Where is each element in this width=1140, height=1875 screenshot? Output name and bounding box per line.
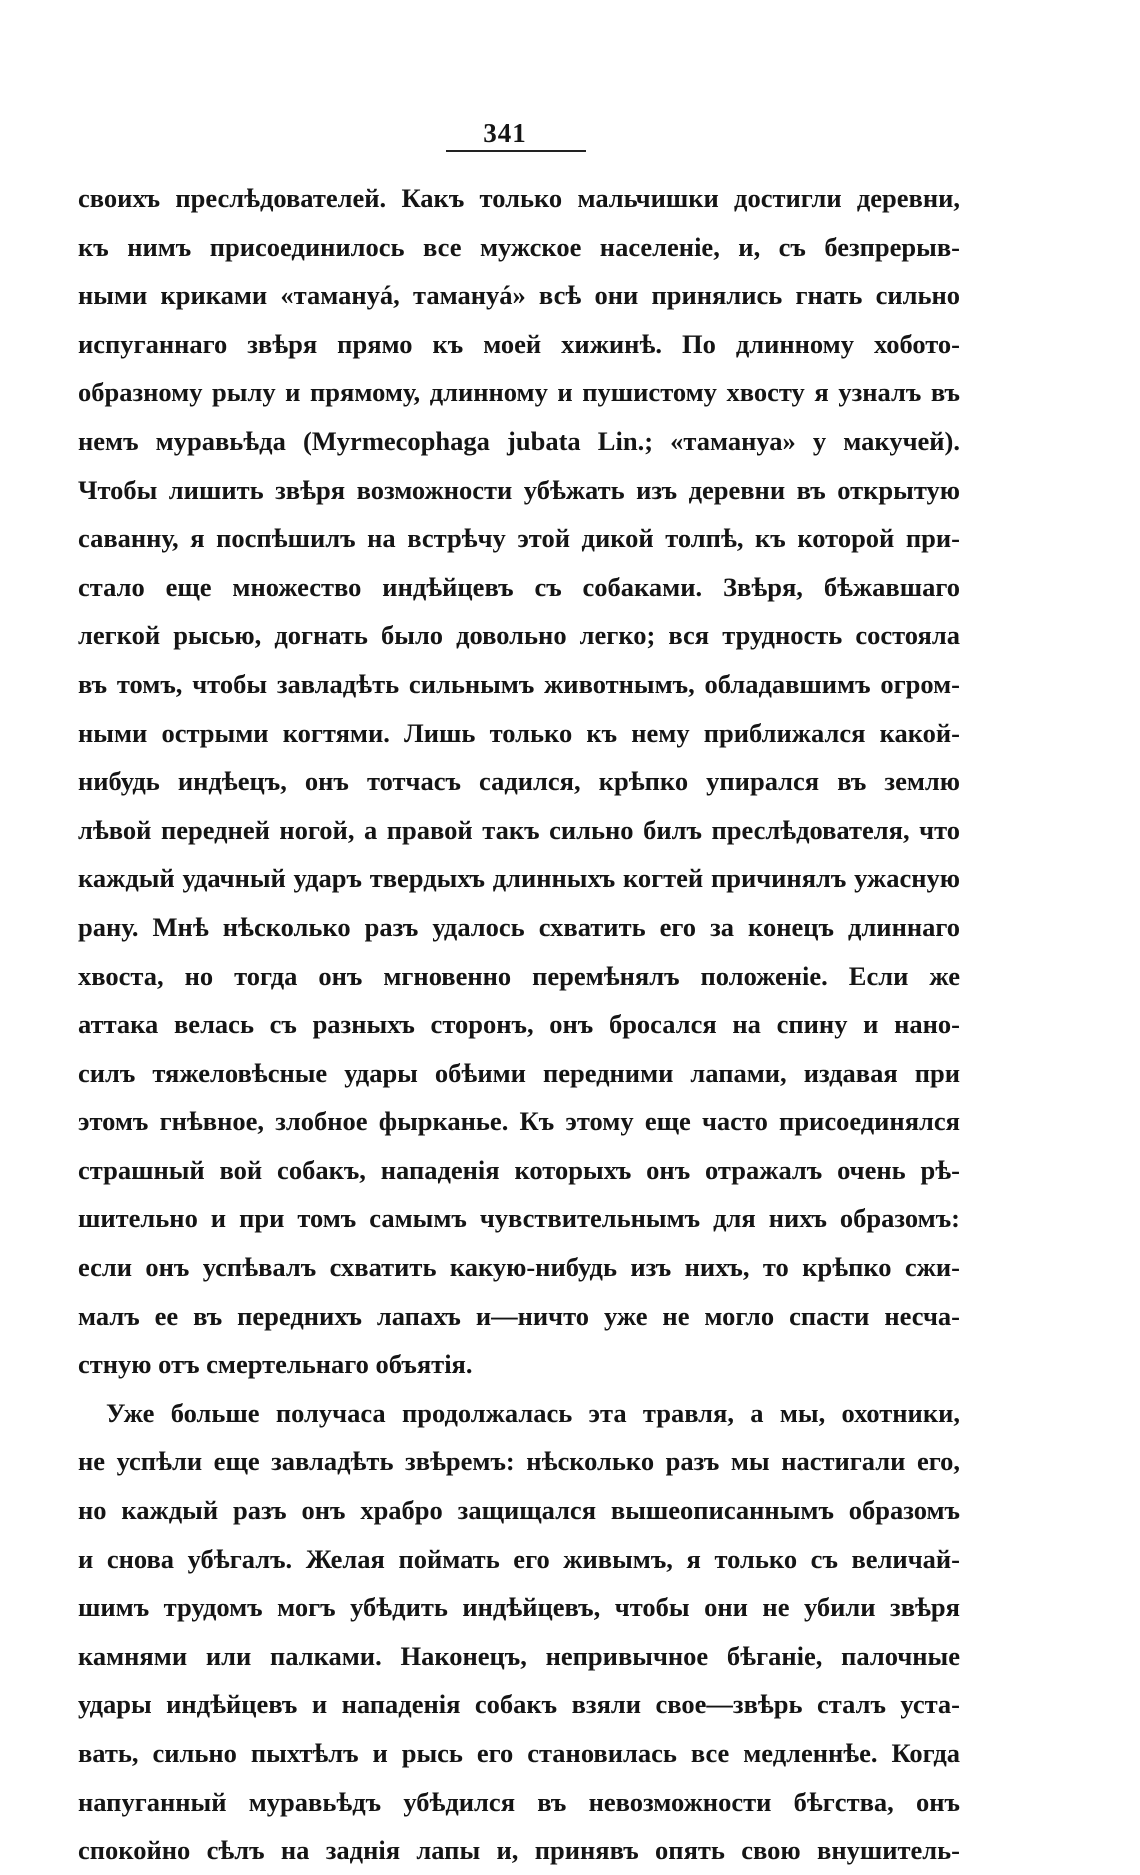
text-line: вать, сильно пыхтѣлъ и рысь его становилась все медленнѣе. Когда xyxy=(78,1738,960,1768)
header-rule xyxy=(446,150,586,152)
text-line: хвоста, но тогда онъ мгновенно перемѣнялъ положеніе. Если же xyxy=(78,960,960,991)
text-line: къ нимъ присоединилось все мужское населеніе, и, съ безпрерыв- xyxy=(78,231,960,262)
text-line: не успѣли еще завладѣть звѣремъ: нѣсколько разъ мы настигали его, xyxy=(78,1446,960,1477)
text-line: стало еще множество индѣйцевъ съ собаками. Звѣря, бѣжавшаго xyxy=(78,571,960,602)
text-line: напуганный муравьѣдъ убѣдился въ невозможности бѣгства, онъ xyxy=(78,1786,960,1817)
text-line: легкой рысью, догнать было довольно легко; вся трудность состояла xyxy=(78,620,960,651)
text-line: каждый удачный ударъ твердыхъ длинныхъ когтей причинялъ ужасную xyxy=(78,863,960,894)
paragraph-end-line: стную отъ смертельнаго объятія. xyxy=(78,1349,473,1380)
text-line: лѣвой передней ногой, а правой такъ сильно билъ преслѣдователя, что xyxy=(78,814,960,845)
text-line: малъ ее въ переднихъ лапахъ и—ничто уже не могло спасти несча- xyxy=(78,1300,960,1331)
text-line: шимъ трудомъ могъ убѣдить индѣйцевъ, чтобы они не убили звѣря xyxy=(78,1592,960,1623)
text-line: ными острыми когтями. Лишь только къ нему приближался какой- xyxy=(78,717,960,748)
text-line: камнями или палками. Наконецъ, непривычное бѣганіе, палочные xyxy=(78,1640,960,1671)
text-line: спокойно сѣлъ на заднія лапы и, принявъ опять свою внушитель- xyxy=(78,1835,960,1866)
text-line: рану. Мнѣ нѣсколько разъ удалось схватить его за конецъ длиннаго xyxy=(78,911,960,942)
text-line: образному рылу и прямому, длинному и пушистому хвосту я узналъ въ xyxy=(78,377,960,408)
text-line: и снова убѣгалъ. Желая поймать его живымъ, я только съ величай- xyxy=(78,1543,960,1574)
text-line: аттака велась съ разныхъ сторонъ, онъ бросался на спину и нано- xyxy=(78,1009,960,1040)
text-line: своихъ преслѣдователей. Какъ только мальчишки достигли деревни, xyxy=(78,183,960,213)
text-line: этомъ гнѣвное, злобное фырканье. Къ этому еще часто присоединялся xyxy=(78,1106,960,1137)
text-line: немъ муравьѣда (Myrmecophaga jubata Lin.; «тамануа» у макучей). xyxy=(78,425,960,456)
text-line: испуганнаго звѣря прямо къ моей хижинѣ. По длинному хобото- xyxy=(78,328,960,359)
text-line: ными криками «тамануá, тамануá» всѣ они принялись гнать сильно xyxy=(78,280,960,311)
text-line: въ томъ, чтобы завладѣть сильнымъ животнымъ, обладавшимъ огром- xyxy=(78,668,960,699)
page-number: 341 xyxy=(483,118,527,148)
body-text xyxy=(78,174,960,1875)
text-line: удары индѣйцевъ и нападенія собакъ взяли свое—звѣрь сталъ уста- xyxy=(78,1689,960,1720)
text-line: страшный вой собакъ, нападенія которыхъ онъ отражалъ очень рѣ- xyxy=(78,1154,960,1185)
text-line: Чтобы лишить звѣря возможности убѣжать изъ деревни въ открытую xyxy=(78,474,960,505)
text-line: силъ тяжеловѣсные удары обѣими передними лапами, издавая при xyxy=(78,1057,960,1088)
text-line: нибудь индѣецъ, онъ тотчасъ садился, крѣпко упирался въ землю xyxy=(78,766,960,797)
text-line: саванну, я поспѣшилъ на встрѣчу этой дикой толпѣ, къ которой при- xyxy=(78,523,960,554)
text-line: Уже больше получаса продолжалась эта травля, а мы, охотники, xyxy=(106,1397,960,1428)
text-line: шительно и при томъ самымъ чувствительнымъ для нихъ образомъ: xyxy=(78,1203,960,1234)
text-line: если онъ успѣвалъ схватить какую-нибудь изъ нихъ, то крѣпко сжи- xyxy=(78,1252,960,1283)
text-line: но каждый разъ онъ храбро защищался вышеописаннымъ образомъ xyxy=(78,1495,960,1526)
